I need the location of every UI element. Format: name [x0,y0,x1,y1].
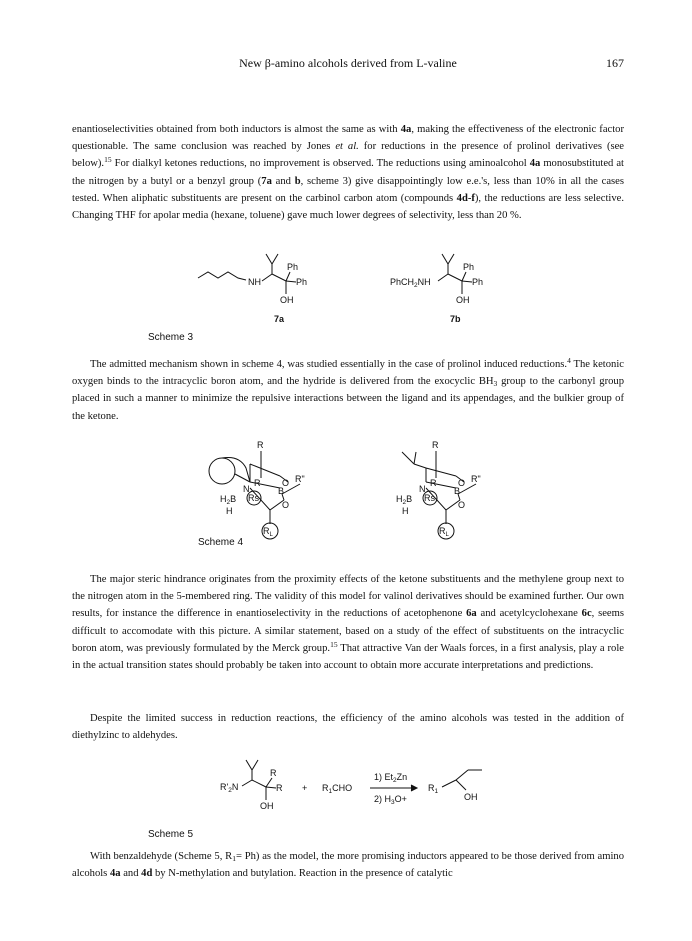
svg-text:O: O [458,500,466,510]
svg-text:R1: $R_1$ [428,783,439,795]
compound-7b [390,254,483,324]
svg-text:R: R [276,783,283,793]
svg-text:Ph: Ph [287,262,299,272]
scheme-5-arrow [370,772,417,806]
svg-text:B: B [454,486,461,496]
paragraph-1: enantioselectivities obtained from both inductors is almost the same as with 4a, making the effectiveness of the electronic factor questionable. The same conclusion was reached by Jones et al. for reductions in the presence of prolinol derivatives (see below).$^{15}$ For dialkyl ketones reductions, no improvement is observed. The reductions using aminoalcohol 4a monosubstituted at the nitrogen by a butyl or a benzyl group (7a and b, scheme 3) give disappointingly low e.e.'s, less than 10% in all the cases tested. When aliphatic substituents are present on the carbinol carbon atom (compounds 4d-f), the reductions are less selective. Changing THF for apolar media (hexane, toluene) gave much lower degrees of selectivity, less than 20 %. [72,124,625,222]
svg-text:NH: NH [248,277,261,287]
svg-text:7b: 7b [450,314,461,324]
paragraph-3: The major steric hindrance originates from the proximity effects of the ketone substituents and the methylene group next to the nitrogen atom in the 5-membered ring. The validity of this model for valinol derivatives should be examined further. Our own results, for instance the difference in enantioselectivity in the reductions of acetophenone 6a and acetylcyclohexane 6c, seems difficult to accomodate with this picture. A similar statement, based on a study of the effect of substituents on the intracyclic boron atom, was previously formulated by the Merck group.$^{15}$ That attractive Van der Waals forces, in a first analysis, play a role in the actual transition states should probably be taken into account to obtain more accurate interpretations and predictions. [72,574,624,672]
svg-text:O: O [282,478,290,488]
svg-text:OH: OH [280,295,294,305]
svg-text:7a: 7a [274,314,285,324]
svg-text:2) H3O+: 2) $H_3O+$ [374,794,407,806]
svg-text:Ph: Ph [296,277,308,287]
scheme-3-caption: Scheme 3 [148,332,194,343]
page-header [72,56,624,72]
svg-text:B: B [278,486,285,496]
svg-text:RL: $R_L$ [263,526,273,538]
svg-text:R: R [254,478,261,488]
svg-text:OH: OH [464,792,478,802]
scheme-3-structures [190,252,530,327]
svg-text:R: R [430,478,437,488]
svg-text:Ph: Ph [463,262,475,272]
svg-text:R": R" [471,474,481,484]
svg-text:O: O [458,478,466,488]
svg-text:N: N [419,484,426,494]
svg-text:1) Et2Zn: 1) $Et_2Zn$ [374,772,408,784]
paragraph-4: Despite the limited success in reduction reactions, the efficiency of the amino alcohols was tested in the addition of diethylzinc to aldehydes. [72,713,624,742]
compound-7a [198,254,307,324]
svg-text:H: H [226,506,233,516]
svg-text:R: R [432,440,439,450]
svg-text:H: H [402,506,409,516]
svg-text:Rs: Rs [248,493,259,503]
scheme-5-plus: + [302,783,308,793]
svg-text:R: R [257,440,264,450]
scheme-5-reaction [220,758,500,828]
page-number: 167 [606,56,624,70]
svg-text:R'2N: $R'_2N$ [220,782,239,794]
scheme-5-caption: Scheme 5 [148,829,194,840]
paragraph-2: The admitted mechanism shown in scheme 4, was studied essentially in the case of prolinol induced reductions.$^4$ The ketonic oxygen binds to the intracyclic boron atom, and the hydride is delivered from the exocyclic $BH_3$ group to the carbonyl group placed in such a manner to minimize the repulsive interactions between the ligand and its appendages, and the bulkier group of the ketone. [72,356,624,422]
scheme-5-aldehyde: $R_1CHO$ [322,783,353,795]
scheme-4-left-complex [209,440,305,539]
scheme-5-amino-alcohol [220,760,283,811]
paragraph-5: With benzaldehyde (Scheme 5, $R_1= Ph$) as the model, the more promising inductors appeared to be those derived from amino alcohols 4a and 4d by N-methylation and butylation. Reaction in the presence of catalytic [72,851,624,880]
scheme-5-product [428,770,482,802]
svg-text:H2B: $H_2B$ [220,494,237,506]
scheme-4-right-complex [396,440,481,539]
svg-text:OH: OH [260,801,274,811]
svg-text:OH: OH [456,295,470,305]
running-title: New β-amino alcohols derived from L-valine [239,56,457,70]
svg-text:O: O [282,500,290,510]
svg-text:PhCH2NH: PhCH$_2$NH [390,277,431,289]
scheme-4-caption: Scheme 4 [198,537,244,548]
svg-text:R: R [270,768,277,778]
svg-text:N: N [243,484,250,494]
svg-text:Rs: Rs [424,493,435,503]
svg-text:Ph: Ph [472,277,484,287]
svg-text:H2B: $H_2B$ [396,494,413,506]
svg-text:RL: $R_L$ [439,526,449,538]
svg-text:R": R" [295,474,305,484]
